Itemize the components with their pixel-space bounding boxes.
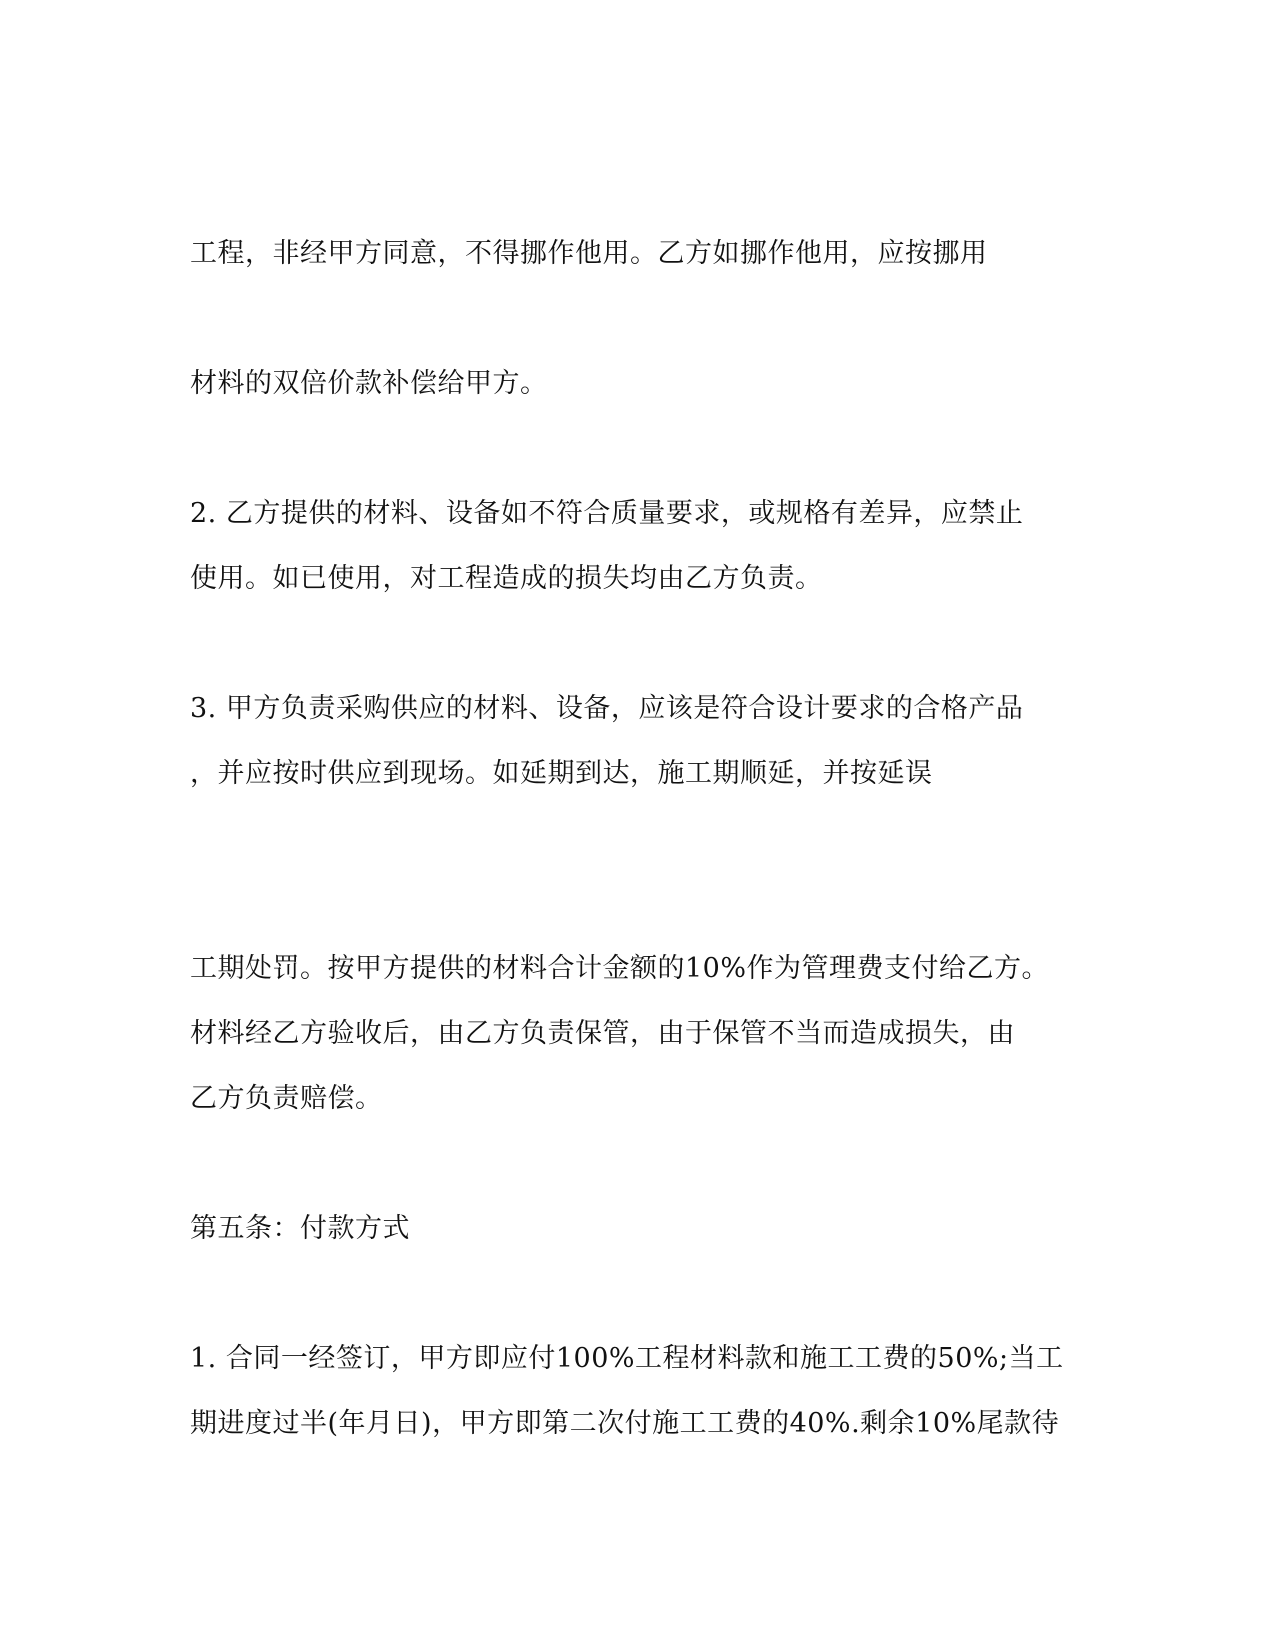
payment-item-1-line: 期进度过半(年月日)，甲方即第二次付施工工费的40%.剩余10%尾款待: [190, 1408, 1060, 1439]
clause-item-3-line: 乙方负责赔偿。: [190, 1083, 383, 1114]
section-heading: 第五条：付款方式: [190, 1213, 410, 1244]
clause-item-3-line: 3. 甲方负责采购供应的材料、设备，应该是符合设计要求的合格产品: [190, 693, 1024, 724]
clause-item-3-line: 工期处罚。按甲方提供的材料合计金额的10%作为管理费支付给乙方。: [190, 953, 1050, 984]
clause-item-2-line: 2. 乙方提供的材料、设备如不符合质量要求，或规格有差异，应禁止: [190, 498, 1024, 529]
clause-item-3-line: 材料经乙方验收后，由乙方负责保管，由于保管不当而造成损失，由: [190, 1018, 1015, 1049]
payment-item-1-line: 1. 合同一经签订，甲方即应付100%工程材料款和施工工费的50%;当工: [190, 1343, 1064, 1374]
body-text-line: 材料的双倍价款补偿给甲方。: [190, 368, 548, 399]
clause-item-2-line: 使用。如已使用，对工程造成的损失均由乙方负责。: [190, 563, 823, 594]
clause-item-3-line: ，并应按时供应到现场。如延期到达，施工期顺延，并按延误: [190, 758, 933, 789]
body-text-line: 工程，非经甲方同意，不得挪作他用。乙方如挪作他用，应按挪用: [190, 238, 988, 269]
